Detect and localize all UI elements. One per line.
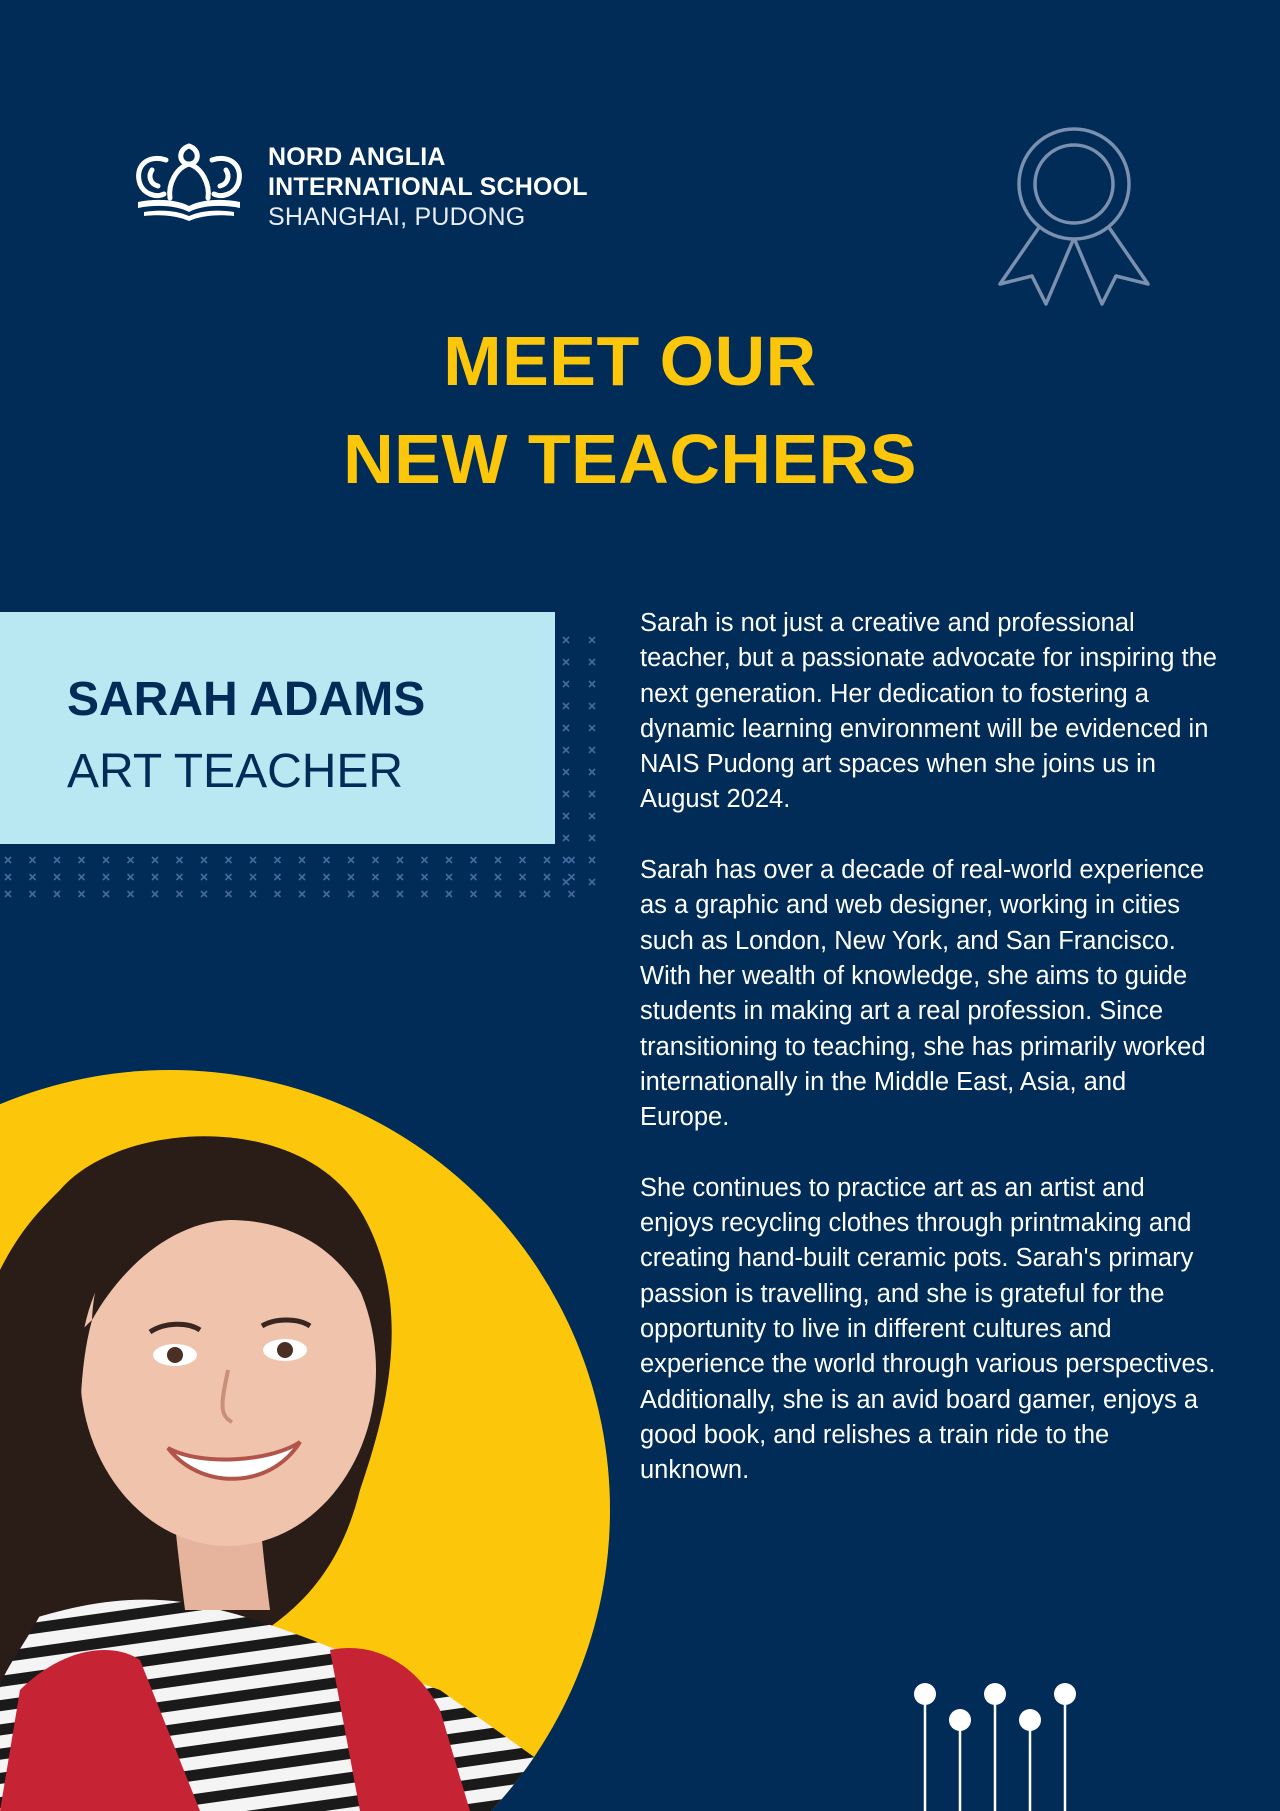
bio-paragraph: Sarah has over a decade of real-world experience as a graphic and web designer, working in cities such as London, New York, and San Francisco. With her wealth of knowledge, she aims to guide students in making art a real profession. Since transitioning to teaching, she has primarily worked internationally in the Middle East, Asia, and Europe. [640, 856, 1206, 1132]
school-name-line2: INTERNATIONAL SCHOOL [268, 173, 588, 201]
title-line1: MEET OUR [443, 322, 817, 400]
award-ribbon-icon [996, 126, 1152, 316]
school-name [268, 142, 588, 232]
teacher-bio [640, 606, 1220, 1524]
swan-crown-book-logo-icon [130, 140, 248, 226]
title-line2: NEW TEACHERS [343, 420, 917, 498]
teacher-role: ART TEACHER [67, 745, 404, 798]
school-location: SHANGHAI, PUDONG [268, 203, 526, 231]
cross-dot-pattern-icon [0, 852, 600, 902]
teacher-name: SARAH ADAMS [67, 673, 426, 726]
name-card [0, 612, 555, 844]
teacher-portrait-image [0, 1070, 610, 1811]
pin-lines-decoration-icon [905, 1680, 1085, 1811]
bio-paragraph: Sarah is not just a creative and professional teacher, but a passionate advocate for inspiring the next generation. Her dedication to fostering a dynamic learning environment will be evidenced in NAIS Pudong art spaces when she joins us in August 2024. [640, 609, 1217, 814]
page-title [0, 312, 1260, 508]
bio-paragraph: She continues to practice art as an artist and enjoys recycling clothes through printmaking and creating hand-built ceramic pots. Sarah's primary passion is travelling, and she is grateful for the opportunity to live in different cultures and experience the world through various perspectives. Additionally, she is an avid board gamer, enjoys a good book, and relishes a train ride to the unknown. [640, 1173, 1216, 1485]
school-name-line1: NORD ANGLIA [268, 143, 446, 171]
